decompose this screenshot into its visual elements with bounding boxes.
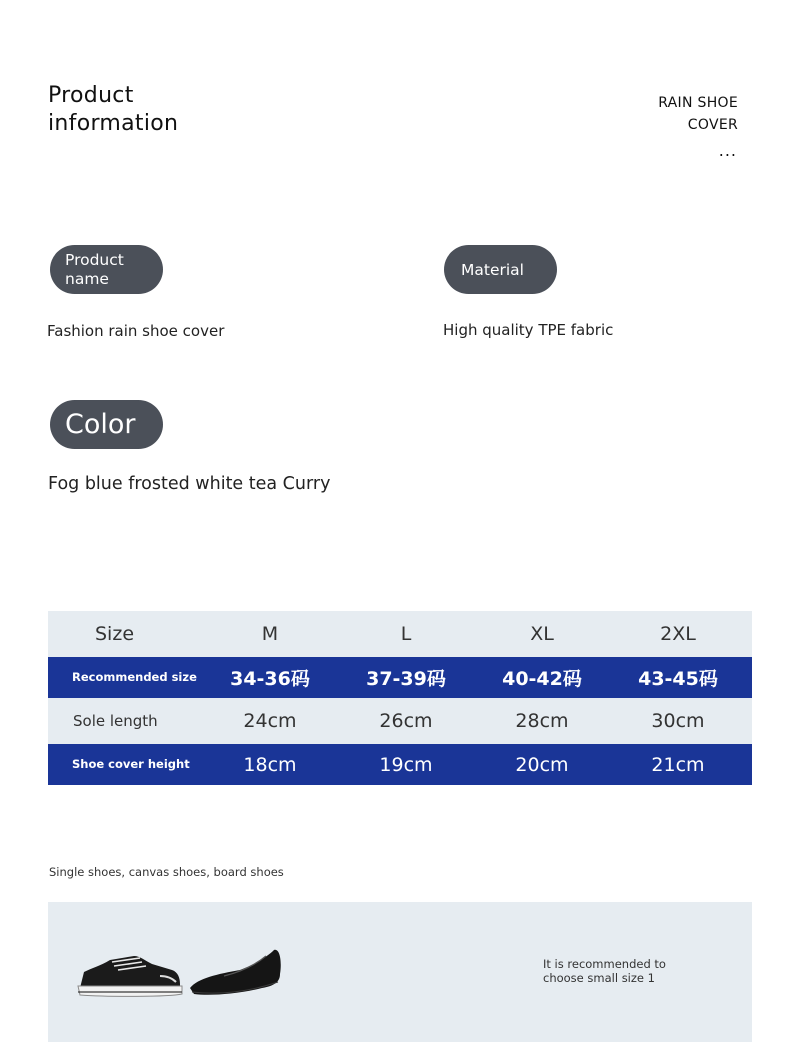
table-cell: 30cm — [651, 710, 705, 732]
material-value: High quality TPE fabric — [443, 321, 614, 339]
page-title: Product information — [48, 83, 179, 136]
color-value: Fog blue frosted white tea Curry — [48, 474, 331, 494]
table-cell: 20cm — [515, 753, 569, 776]
size-recommendation: It is recommended to choose small size 1 — [543, 957, 666, 985]
table-cell: XL — [530, 623, 554, 645]
table-cell: 34-36码 — [230, 668, 310, 690]
table-cell: Sole length — [73, 712, 158, 730]
cover-height-row — [48, 744, 752, 785]
table-cell: 43-45码 — [638, 668, 718, 690]
table-cell: 24cm — [243, 710, 297, 732]
table-cell: 40-42码 — [502, 668, 582, 690]
shoe-types-caption: Single shoes, canvas shoes, board shoes — [49, 865, 284, 879]
table-cell: Recommended size — [72, 670, 197, 684]
table-cell: 2XL — [660, 623, 696, 645]
table-cell: 26cm — [379, 710, 433, 732]
table-cell: 28cm — [515, 710, 569, 732]
table-cell: 37-39码 — [366, 668, 446, 690]
table-cell: 21cm — [651, 753, 705, 776]
table-cell: Shoe cover height — [72, 757, 190, 771]
table-cell: Size — [95, 623, 135, 645]
table-cell: L — [400, 623, 412, 645]
material-pill: Material — [444, 245, 557, 294]
table-cell: M — [261, 623, 279, 645]
size-header-row — [48, 611, 752, 657]
brand-line-1: RAIN SHOE — [658, 95, 738, 111]
sole-length-row — [48, 698, 752, 744]
table-cell: 18cm — [243, 753, 297, 776]
product-name-pill: Product name — [50, 245, 163, 294]
color-pill: Color — [50, 400, 163, 449]
size-table — [48, 611, 752, 785]
brand-line-2: COVER — [687, 117, 738, 133]
brand-label — [658, 92, 738, 136]
product-name-value: Fashion rain shoe cover — [47, 322, 225, 340]
flat-shoe-icon — [190, 950, 281, 995]
canvas-shoe-icon — [78, 956, 182, 996]
recommended-size-row — [48, 657, 752, 698]
table-cell: 19cm — [379, 753, 433, 776]
more-dots: ... — [718, 141, 737, 160]
